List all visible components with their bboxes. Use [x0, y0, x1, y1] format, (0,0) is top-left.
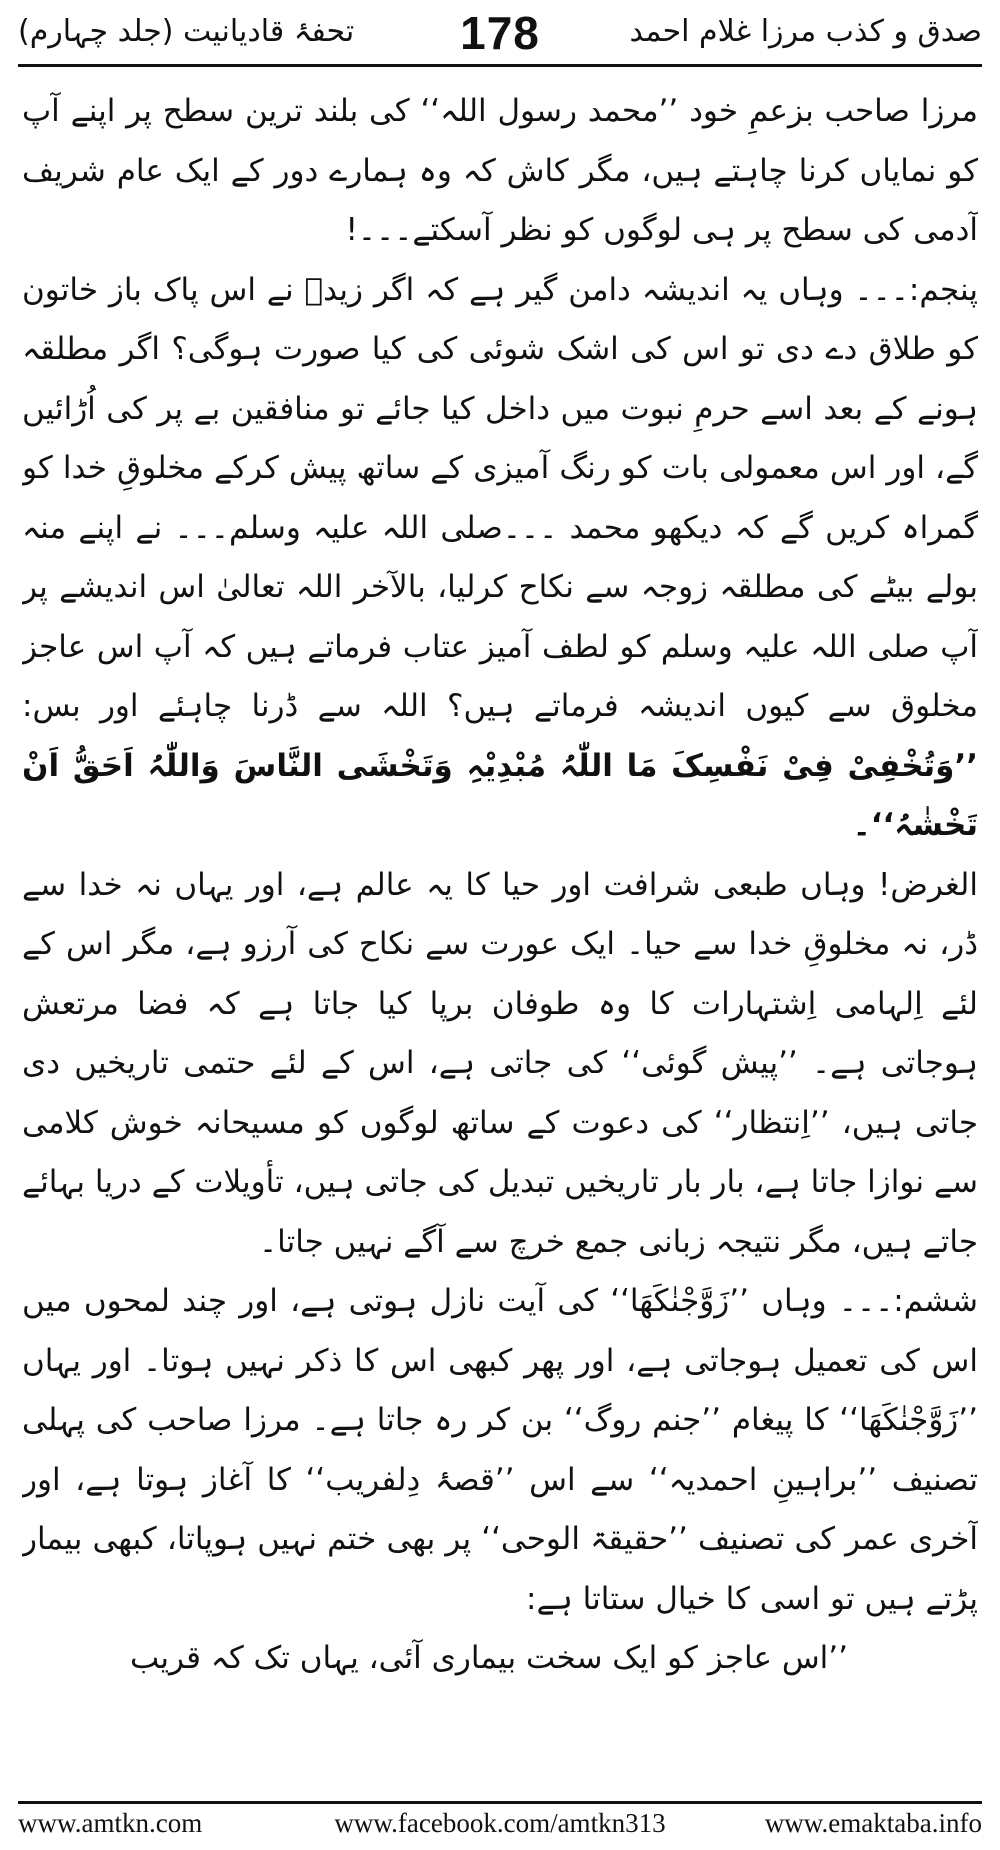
- paragraph-2-text: پنجم:۔۔۔ وہاں یہ اندیشہ دامن گیر ہے کہ اگر زیدؓ نے اس پاک باز خاتون کو طلاق دے دی تو اس کی اشک شوئی کی کیا صورت ہوگی؟ اگر مطلقہ ہونے کے بعد اسے حرمِ نبوت میں داخل کیا جائے تو منافقین بے پر کی اُڑائیں گے، اور اس معمولی بات کو رنگ آمیزی کے ساتھ پیش کرکے مخلوقِ خدا کو گمراہ کریں گے کہ دیکھو محمد ۔۔۔صلی اللہ علیہ وسلم۔۔۔ نے اپنے منہ بولے بیٹے کی مطلقہ زوجہ سے نکاح کرلیا، بالآخر اللہ تعالیٰ اس اندیشے پر آپ صلی اللہ علیہ وسلم کو لطف آمیز عتاب فرماتے ہیں کہ آپ اس عاجز مخلوق سے کیوں اندیشہ فرماتے ہیں؟ اللہ سے ڈرنا چاہئے اور بس:: [22, 271, 978, 724]
- quotation: ’’اس عاجز کو ایک سخت بیماری آئی، یہاں تک کہ قریب: [129, 1640, 848, 1676]
- footer-divider: [18, 1801, 982, 1804]
- page-header: [18, 6, 982, 66]
- paragraph-3: الغرض! وہاں طبعی شرافت اور حیا کا یہ عالم ہے، اور یہاں نہ خدا سے ڈر، نہ مخلوقِ خدا سے حیا۔ ایک عورت سے نکاح کی آرزو ہے، مگر اس کے لئے اِلہامی اِشتہارات کا وہ طوفان برپا کیا جاتا ہے کہ فضا مرتعش ہوجاتی ہے۔ ’’پیش گوئی‘‘ کی جاتی ہے، اس کے لئے حتمی تاریخیں دی جاتی ہیں، ’’اِنتظار‘‘ کی دعوت کے ساتھ لوگوں کو مسیحانہ خوش کلامی سے نوازا جاتا ہے، بار بار تاریخیں تبدیل کی جاتی ہیں، تأویلات کے دریا بہائے جاتے ہیں، مگر نتیجہ زبانی جمع خرچ سے آگے نہیں جاتا۔: [22, 866, 978, 1260]
- footer-link-emaktaba: www.emaktaba.info: [764, 1808, 982, 1838]
- paragraph-4: ششم:۔۔۔ وہاں ’’زَوَّجْنٰکَھَا‘‘ کی آیت نازل ہوتی ہے، اور چند لمحوں میں اس کی تعمیل ہوجاتی ہے، اور پھر کبھی اس کا ذکر نہیں ہوتا۔ اور یہاں ’’زَوَّجْنٰکَھَا‘‘ کا پیغام ’’جنم روگ‘‘ بن کر رہ جاتا ہے۔ مرزا صاحب کی پہلی تصنیف ’’براہینِ احمدیہ‘‘ سے اس ’’قصۂ دِلفریب‘‘ کا آغاز ہوتا ہے، اور آخری عمر کی تصنیف ’’حقیقۃ الوحی‘‘ پر بھی ختم نہیں ہوپاتا، کبھی بیمار پڑتے ہیں تو اسی کا خیال ستاتا ہے:: [22, 1283, 978, 1617]
- header-divider: [18, 64, 982, 67]
- body-text: [22, 82, 978, 1794]
- footer-link-amtkn: www.amtkn.com: [18, 1808, 203, 1838]
- paragraph-2: [22, 261, 978, 856]
- footer-link-facebook: www.facebook.com/amtkn313: [334, 1808, 666, 1838]
- paragraph-1: مرزا صاحب بزعمِ خود ’’محمد رسول اللہ‘‘ کی بلند ترین سطح پر اپنے آپ کو نمایاں کرنا چاہتے ہیں، مگر کاش کہ وہ ہمارے دور کے ایک عام شریف آدمی کی سطح پر ہی لوگوں کو نظر آسکتے۔۔۔!: [22, 93, 978, 248]
- quranic-verse: ’’وَتُخْفِیْ فِیْ نَفْسِکَ مَا اللّٰہُ مُبْدِیْہِ وَتَخْشَی النَّاسَ وَاللّٰہُ اَحَقُّ اَنْ تَخْشٰہُ‘‘۔: [22, 747, 978, 843]
- book-title: تحفۂ قادیانیت (جلد چہارم): [18, 14, 355, 49]
- page-number: 178: [460, 7, 540, 59]
- page-footer: [18, 1808, 982, 1844]
- chapter-title: صدق و کذب مرزا غلام احمد: [629, 14, 982, 49]
